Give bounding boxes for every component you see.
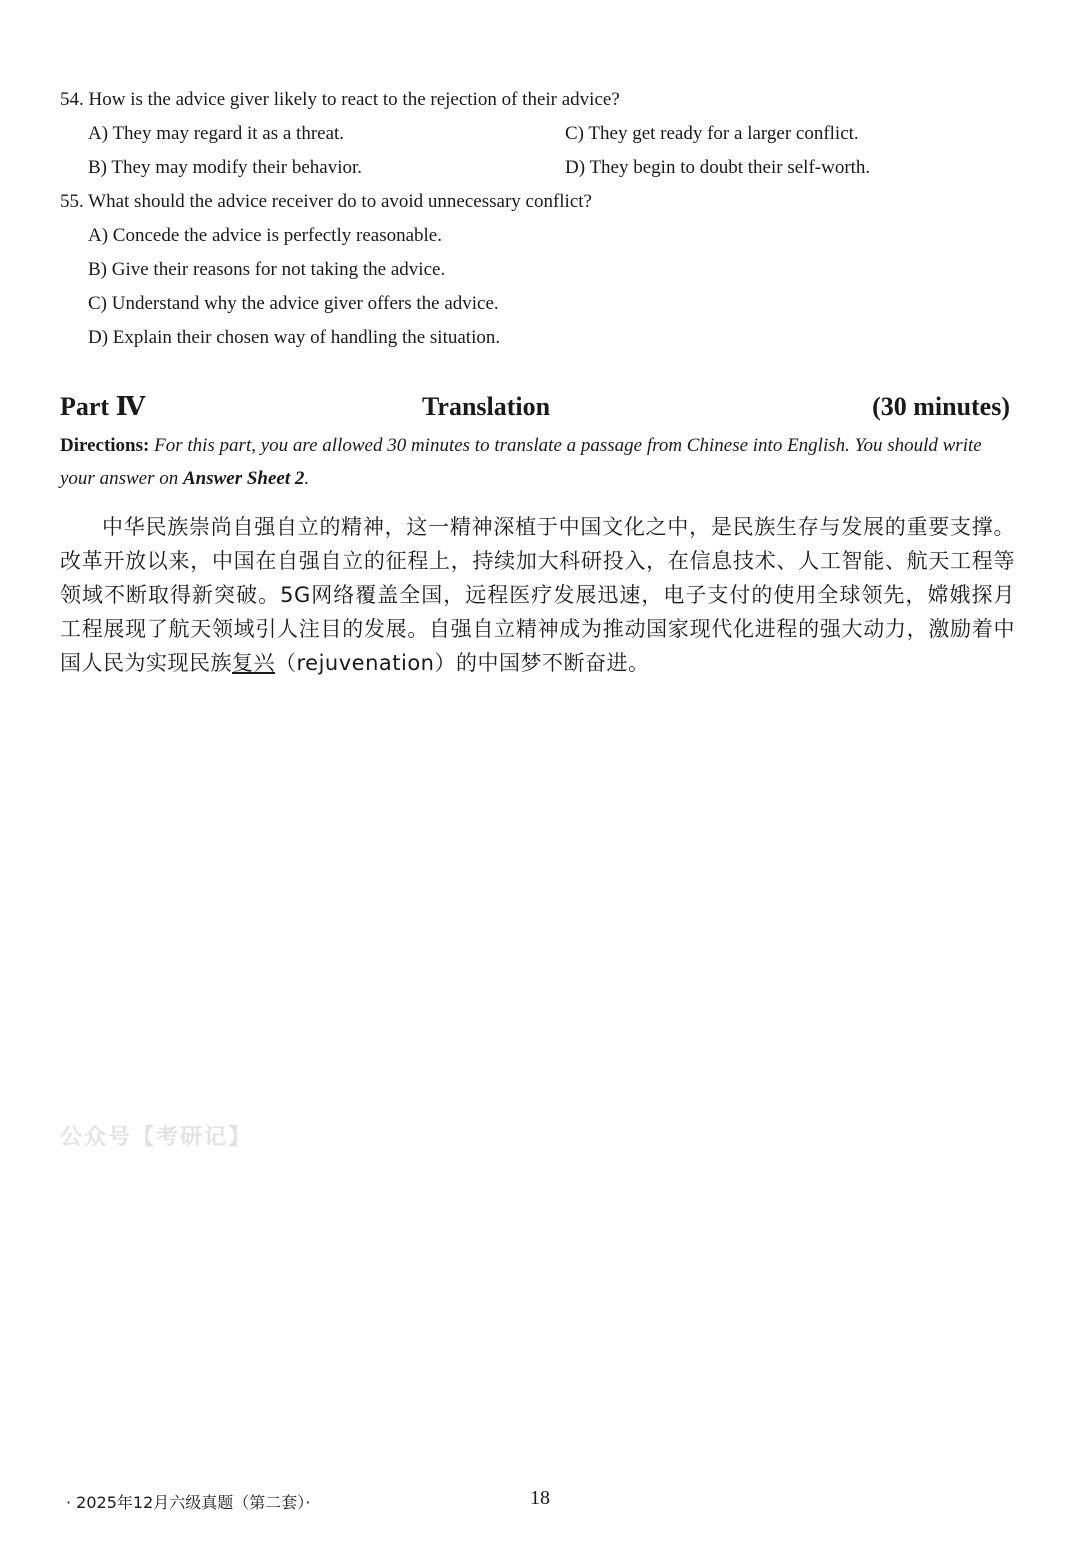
question-55-option-a: A) Concede the advice is perfectly reasonable.	[88, 225, 442, 246]
passage-text-end: （rejuvenation）的中国梦不断奋进。	[275, 651, 650, 675]
directions-text: For this part, you are allowed 30 minutes to translate a passage from Chinese into English. You should write your answer on	[60, 435, 982, 489]
part-header	[60, 392, 1010, 426]
question-55-stem: 55. What should the advice receiver do to avoid unnecessary conflict?	[60, 191, 592, 212]
question-54-option-d: D) They begin to doubt their self-worth.	[565, 157, 871, 178]
question-55-option-c: C) Understand why the advice giver offers the advice.	[88, 293, 499, 314]
part-title: Translation	[422, 392, 551, 421]
watermark: 公众号【考研记】	[60, 1125, 253, 1150]
question-55-option-b: B) Give their reasons for not taking the advice.	[88, 259, 446, 280]
page-number: 18	[530, 1487, 550, 1509]
part-label: Part Ⅳ	[60, 392, 146, 421]
directions-label: Directions:	[60, 435, 150, 456]
passage-underlined-term: 复兴	[232, 651, 275, 675]
answer-sheet-ref: Answer Sheet 2	[182, 468, 305, 489]
translation-passage	[60, 510, 1015, 680]
footer-exam-label: · 2025年12月六级真题（第二套）·	[66, 1493, 311, 1512]
passage-text: 中华民族崇尚自强自立的精神，这一精神深植于中国文化之中，是民族生存与发展的重要支撑。改革开放以来，中国在自强自立的征程上，持续加大科研投入，在信息技术、人工智能、航天工程等领域不断取得新突破。5G网络覆盖全国，远程医疗发展迅速，电子支付的使用全球领先，嫦娥探月工程展现了航天领域引人注目的发展。自强自立精神成为推动国家现代化进程的强大动力，激励着中国人民为实现民族	[60, 515, 1015, 675]
question-54-option-a: A) They may regard it as a threat.	[88, 123, 345, 144]
directions	[60, 429, 1015, 495]
question-54-option-c: C) They get ready for a larger conflict.	[565, 123, 859, 144]
part-time: (30 minutes)	[872, 392, 1010, 421]
question-54-option-b: B) They may modify their behavior.	[88, 157, 363, 178]
question-55-option-d: D) Explain their chosen way of handling the situation.	[88, 327, 501, 348]
question-54-stem: 54. How is the advice giver likely to react to the rejection of their advice?	[60, 89, 620, 110]
directions-end: .	[304, 468, 310, 489]
